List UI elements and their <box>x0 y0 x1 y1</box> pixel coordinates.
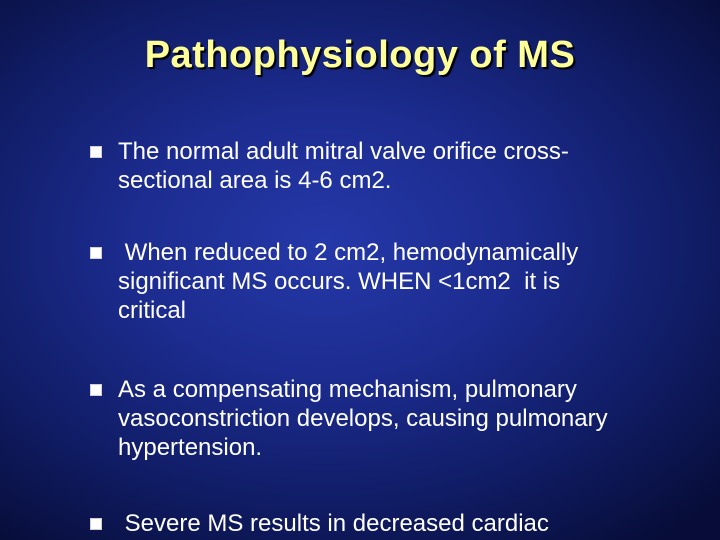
square-bullet-icon <box>90 384 102 396</box>
bullet-text: Severe MS results in decreased cardiac <box>118 510 549 537</box>
slide-title: Pathophysiology of MS <box>144 34 576 76</box>
square-bullet-icon <box>90 518 102 530</box>
bullet-text: When reduced to 2 cm2, hemodynamically significant MS occurs. WHEN <1cm2 it is critical <box>118 239 579 324</box>
square-bullet-icon <box>90 247 102 259</box>
square-bullet-icon <box>90 146 102 158</box>
bullet-text: The normal adult mitral valve orifice cross- sectional area is 4-6 cm2. <box>118 138 569 194</box>
bullet-text: As a compensating mechanism, pulmonary vasoconstriction develops, causing pulmonary hypertension. <box>118 376 608 461</box>
